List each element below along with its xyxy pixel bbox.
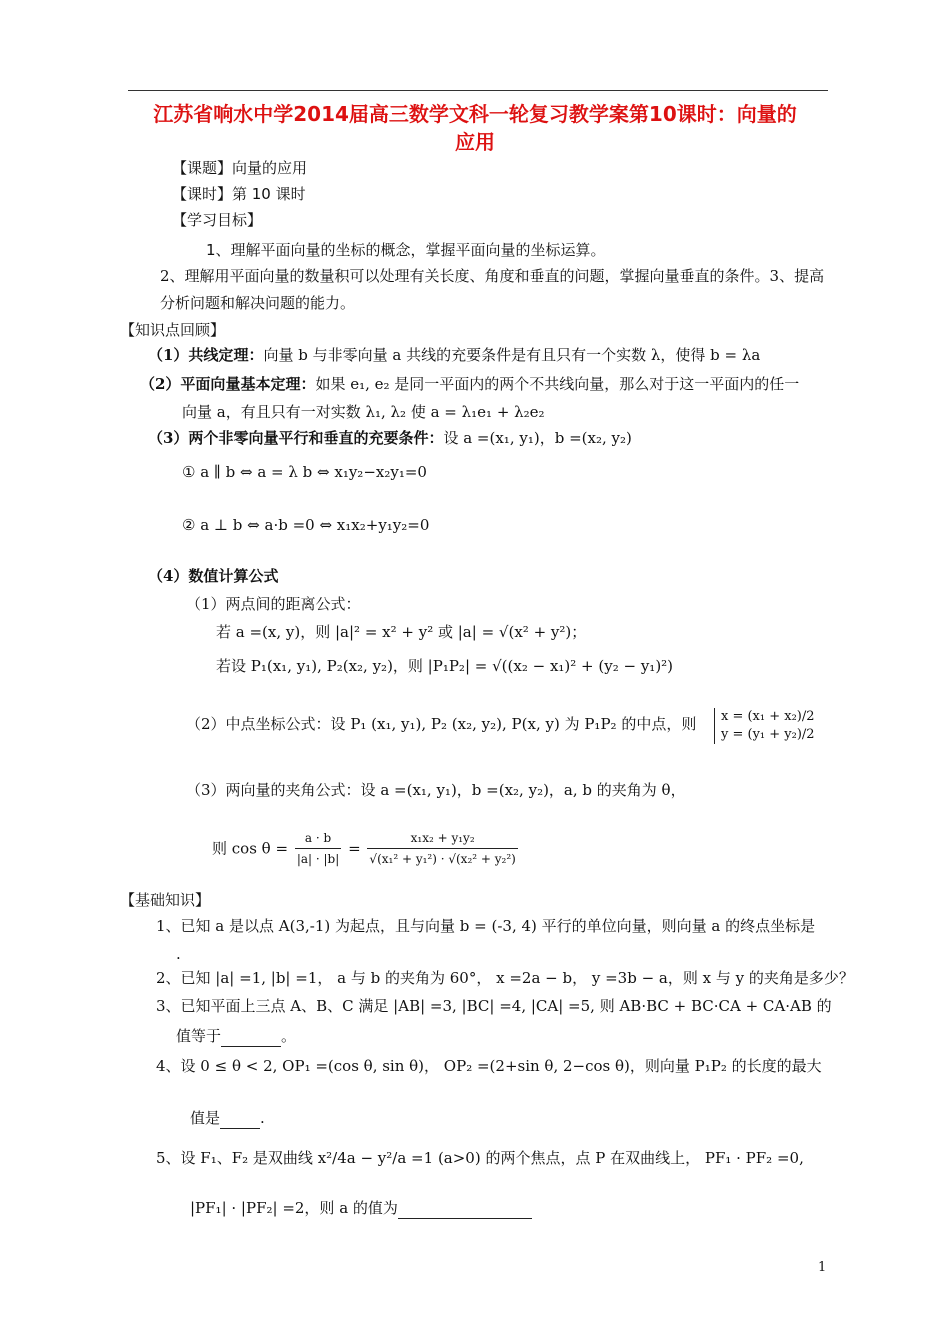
doc-title-line2: 应用 <box>455 130 495 154</box>
cos-formula <box>212 828 520 869</box>
f1-title: （1）两点间的距离公式： <box>186 595 361 613</box>
goal-2b: 分析问题和解决问题的能力。 <box>160 294 356 312</box>
q5-blank <box>398 1198 532 1219</box>
q3-lead: 值等于 <box>176 1027 222 1045</box>
q4-line1: 4、设 0 ≤ θ < 2, OP₁ =(cos θ, sin θ)， OP₂ =(2+sin θ, 2−cos θ)，则向量 P₁P₂ 的长度的最大 <box>156 1057 822 1075</box>
q2-line: 2、已知 |a| =1, |b| =1， a 与 b 的夹角为 60°， x =2a − b， y =3b − a，则 x 与 y 的夹角是多少？ <box>156 969 854 987</box>
q1-line1: 1、已知 a 是以点 A(3,-1) 为起点，且与向量 b = (-3, 4) 平行的单位向量，则向量 a 的终点坐标是 <box>156 917 816 935</box>
s2-cont: 向量 a，有且只有一对实数 λ₁, λ₂ 使 a = λ₁e₁ + λ₂e₂ <box>182 403 545 421</box>
frac1-den: |a| · |b| <box>296 852 340 866</box>
q4-blank <box>220 1108 260 1129</box>
period-line: 【课时】第 10 课时 <box>172 185 306 203</box>
f2-y: y = (y₁ + y₂)/2 <box>721 727 815 742</box>
goals-label: 【学习目标】 <box>172 211 263 229</box>
f3-lead: 则 cos θ = <box>212 839 289 858</box>
s1-head: （1）共线定理： <box>148 346 264 364</box>
q3-tail: 。 <box>281 1027 297 1045</box>
s3-item2: ② a ⊥ b ⇔ a·b =0 ⇔ x₁x₂+y₁y₂=0 <box>182 516 430 534</box>
basis-theorem <box>140 374 799 394</box>
topic-line: 【课题】向量的应用 <box>172 159 308 177</box>
q1-line2: . <box>176 945 181 963</box>
page-number: 1 <box>818 1260 827 1275</box>
q5-line1: 5、设 F₁、F₂ 是双曲线 x²/4a − y²/a =1 (a>0) 的两个焦点，点 P 在双曲线上， PF₁ · PF₂ =0, <box>156 1149 804 1167</box>
s3-text: 设 a =(x₁, y₁)，b =(x₂, y₂) <box>443 429 632 447</box>
s3-head: （3）两个非零向量平行和垂直的充要条件： <box>148 429 444 447</box>
q3-line1: 3、已知平面上三点 A、B、C 满足 |AB| =3, |BC| =4, |CA| =5, 则 AB·BC + BC·CA + CA·AB 的 <box>156 997 832 1015</box>
q4-tail: . <box>260 1109 265 1127</box>
goal-2a: 2、理解用平面向量的数量积可以处理有关长度、角度和垂直的问题，掌握向量垂直的条件。3、提高 <box>160 267 825 285</box>
cos-frac-2 <box>367 828 517 869</box>
frac2-num: x₁x₂ + y₁y₂ <box>367 828 517 849</box>
q4-lead: 值是 <box>190 1109 221 1127</box>
q4-line2 <box>190 1108 265 1129</box>
collinear-theorem <box>148 345 760 365</box>
f2-x: x = (x₁ + x₂)/2 <box>721 709 815 724</box>
frac1-num: a · b <box>295 828 341 849</box>
cos-frac-1 <box>295 828 341 869</box>
f3-eq: = <box>348 839 361 858</box>
s3-item1: ① a ∥ b ⇔ a = λ b ⇔ x₁y₂−x₂y₁=0 <box>182 463 427 481</box>
q5-line2 <box>190 1198 532 1219</box>
q3-line2 <box>176 1026 296 1047</box>
f2-line: （2）中点坐标公式：设 P₁ (x₁, y₁), P₂ (x₂, y₂), P(x, y) 为 P₁P₂ 的中点，则 <box>186 715 697 733</box>
q5-lead: |PF₁| · |PF₂| =2，则 a 的值为 <box>190 1199 398 1217</box>
midpoint-system <box>714 708 815 744</box>
review-label: 【知识点回顾】 <box>120 321 226 339</box>
s2-text: 如果 e₁, e₂ 是同一平面内的两个不共线向量，那么对于这一平面内的任一 <box>315 375 800 393</box>
doc-title-line1: 江苏省响水中学2014届高三数学文科一轮复习教学案第10课时：向量的 <box>153 102 797 126</box>
s4-head: （4）数值计算公式 <box>148 567 279 585</box>
basics-label: 【基础知识】 <box>120 891 211 909</box>
s2-head: （2）平面向量基本定理： <box>140 375 316 393</box>
q3-blank <box>221 1026 281 1047</box>
parallel-perp <box>148 428 632 448</box>
f1-line1: 若 a =(x, y)，则 |a|² = x² + y² 或 |a| = √(x² + y²)； <box>216 623 587 641</box>
goal-1: 1、理解平面向量的坐标的概念，掌握平面向量的坐标运算。 <box>206 241 606 259</box>
f1-line2: 若设 P₁(x₁, y₁), P₂(x₂, y₂)，则 |P₁P₂| = √((x₂ − x₁)² + (y₂ − y₁)²) <box>216 657 674 675</box>
frac2-den: √(x₁² + y₁²) · √(x₂² + y₂²) <box>369 852 516 866</box>
f3-line: （3）两向量的夹角公式：设 a =(x₁, y₁)，b =(x₂, y₂)，a, b 的夹角为 θ， <box>186 781 686 799</box>
s1-text: 向量 b 与非零向量 a 共线的充要条件是有且只有一个实数 λ，使得 b = λa <box>263 346 761 364</box>
top-rule <box>128 90 828 91</box>
